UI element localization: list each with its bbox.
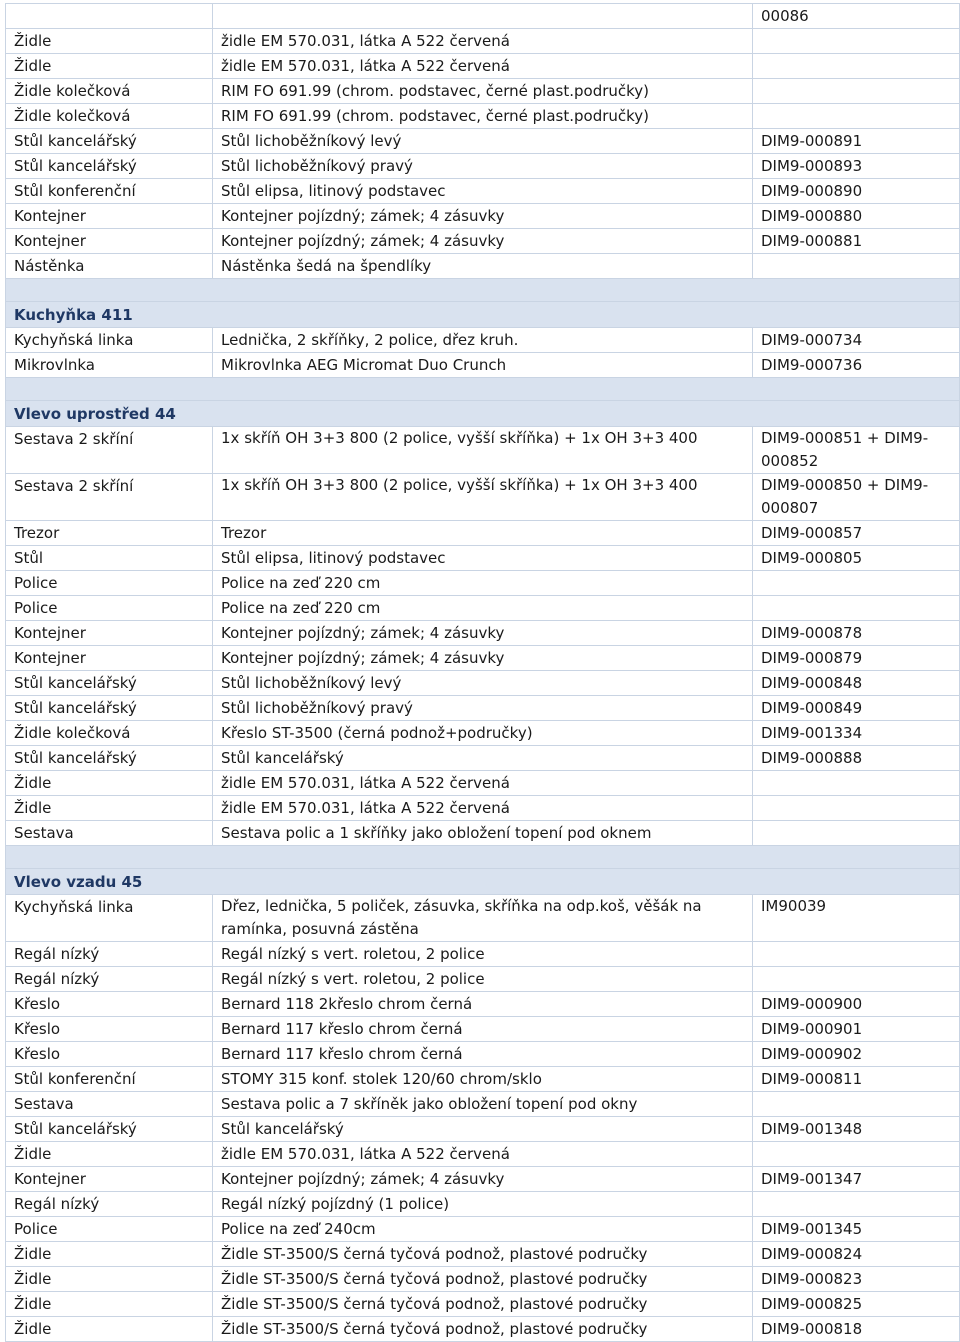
item-description: Stůl lichoběžníkový levý <box>213 671 753 696</box>
section-spacer-cell <box>6 846 960 869</box>
table-row <box>6 129 960 154</box>
item-description: 1x skříň OH 3+3 800 (2 police, vyšší skříňka) + 1x OH 3+3 400 <box>213 427 753 474</box>
item-description: Sestava polic a 1 skříňky jako obložení topení pod oknem <box>213 821 753 846</box>
table-row <box>6 942 960 967</box>
item-code <box>753 254 960 279</box>
item-description: židle EM 570.031, látka A 522 červená <box>213 771 753 796</box>
item-category: Stůl kancelářský <box>6 671 213 696</box>
table-row <box>6 1042 960 1067</box>
item-code <box>753 1192 960 1217</box>
item-category: Stůl konferenční <box>6 1067 213 1092</box>
header-cell-empty <box>213 4 753 29</box>
item-description: Trezor <box>213 521 753 546</box>
item-description: Bernard 117 křeslo chrom černá <box>213 1017 753 1042</box>
item-category: Stůl kancelářský <box>6 1117 213 1142</box>
item-description: Kontejner pojízdný; zámek; 4 zásuvky <box>213 1167 753 1192</box>
section-spacer <box>6 279 960 302</box>
item-category: Židle <box>6 1242 213 1267</box>
item-description: Stůl elipsa, litinový podstavec <box>213 179 753 204</box>
item-description: Bernard 118 2křeslo chrom černá <box>213 992 753 1017</box>
section-title: Kuchyňka 411 <box>6 302 960 328</box>
item-category: Kychyňská linka <box>6 895 213 942</box>
item-category: Židle kolečková <box>6 721 213 746</box>
item-category: Křeslo <box>6 1017 213 1042</box>
item-code <box>753 796 960 821</box>
item-code: DIM9-000848 <box>753 671 960 696</box>
item-category: Kontejner <box>6 204 213 229</box>
item-code: DIM9-000734 <box>753 328 960 353</box>
section-spacer <box>6 378 960 401</box>
item-code: DIM9-001348 <box>753 1117 960 1142</box>
table-row <box>6 571 960 596</box>
table-row <box>6 621 960 646</box>
item-description: RIM FO 691.99 (chrom. podstavec, černé plast.područky) <box>213 104 753 129</box>
section-title: Vlevo uprostřed 44 <box>6 401 960 427</box>
table-row <box>6 1067 960 1092</box>
item-code: DIM9-000825 <box>753 1292 960 1317</box>
item-category: Police <box>6 596 213 621</box>
item-category: Sestava <box>6 821 213 846</box>
item-category: Kontejner <box>6 1167 213 1192</box>
table-row <box>6 1267 960 1292</box>
item-category: Židle kolečková <box>6 79 213 104</box>
item-description: židle EM 570.031, látka A 522 červená <box>213 1142 753 1167</box>
table-row <box>6 1167 960 1192</box>
item-description: Stůl kancelářský <box>213 746 753 771</box>
item-description: 1x skříň OH 3+3 800 (2 police, vyšší skříňka) + 1x OH 3+3 400 <box>213 474 753 521</box>
table-row <box>6 1092 960 1117</box>
item-description: Bernard 117 křeslo chrom černá <box>213 1042 753 1067</box>
item-category: Křeslo <box>6 1042 213 1067</box>
table-row <box>6 1117 960 1142</box>
table-row <box>6 671 960 696</box>
table-row <box>6 474 960 521</box>
table-row <box>6 79 960 104</box>
table-row <box>6 353 960 378</box>
item-code <box>753 1142 960 1167</box>
item-code: DIM9-000736 <box>753 353 960 378</box>
item-description: Kontejner pojízdný; zámek; 4 zásuvky <box>213 229 753 254</box>
table-row <box>6 746 960 771</box>
item-category: Židle <box>6 1142 213 1167</box>
item-description: RIM FO 691.99 (chrom. podstavec, černé plast.područky) <box>213 79 753 104</box>
item-category: Sestava 2 skříní <box>6 427 213 474</box>
item-description: Police na zeď 220 cm <box>213 571 753 596</box>
item-category: Regál nízký <box>6 967 213 992</box>
table-row <box>6 1192 960 1217</box>
item-description: Kontejner pojízdný; zámek; 4 zásuvky <box>213 646 753 671</box>
inventory-body <box>6 4 960 1342</box>
table-row <box>6 254 960 279</box>
header-cell-empty <box>6 4 213 29</box>
table-row <box>6 895 960 942</box>
item-code <box>753 942 960 967</box>
item-code: DIM9-000824 <box>753 1242 960 1267</box>
item-code: DIM9-000880 <box>753 204 960 229</box>
item-code: DIM9-000805 <box>753 546 960 571</box>
item-category: Mikrovlnka <box>6 353 213 378</box>
header-row <box>6 4 960 29</box>
item-code: DIM9-000850 + DIM9-000807 <box>753 474 960 521</box>
item-category: Regál nízký <box>6 1192 213 1217</box>
item-code: IM90039 <box>753 895 960 942</box>
item-code <box>753 1092 960 1117</box>
table-row <box>6 1242 960 1267</box>
item-code: DIM9-000900 <box>753 992 960 1017</box>
item-code: DIM9-001345 <box>753 1217 960 1242</box>
item-code: DIM9-000818 <box>753 1317 960 1342</box>
item-category: Police <box>6 1217 213 1242</box>
item-description: Židle ST-3500/S černá tyčová podnož, plastové područky <box>213 1267 753 1292</box>
table-row <box>6 646 960 671</box>
item-description: Dřez, lednička, 5 poliček, zásuvka, skříňka na odp.koš, věšák na ramínka, posuvná zástěna <box>213 895 753 942</box>
table-row <box>6 821 960 846</box>
item-category: Sestava 2 skříní <box>6 474 213 521</box>
item-description: Mikrovlnka AEG Micromat Duo Crunch <box>213 353 753 378</box>
item-code <box>753 771 960 796</box>
table-row <box>6 796 960 821</box>
item-description: STOMY 315 konf. stolek 120/60 chrom/sklo <box>213 1067 753 1092</box>
item-category: Židle <box>6 29 213 54</box>
item-description: Stůl lichoběžníkový pravý <box>213 154 753 179</box>
table-row <box>6 521 960 546</box>
section-spacer <box>6 846 960 869</box>
item-code: DIM9-000849 <box>753 696 960 721</box>
item-category: Kontejner <box>6 229 213 254</box>
item-code <box>753 596 960 621</box>
section-spacer-cell <box>6 279 960 302</box>
item-description: Regál nízký pojízdný (1 police) <box>213 1192 753 1217</box>
table-row <box>6 29 960 54</box>
item-code: DIM9-000902 <box>753 1042 960 1067</box>
item-description: židle EM 570.031, látka A 522 červená <box>213 796 753 821</box>
item-category: Stůl kancelářský <box>6 696 213 721</box>
table-row <box>6 328 960 353</box>
item-description: Stůl lichoběžníkový pravý <box>213 696 753 721</box>
item-category: Stůl konferenční <box>6 179 213 204</box>
item-description: Židle ST-3500/S černá tyčová podnož, plastové područky <box>213 1292 753 1317</box>
item-description: Kontejner pojízdný; zámek; 4 zásuvky <box>213 621 753 646</box>
item-category: Nástěnka <box>6 254 213 279</box>
item-description: Regál nízký s vert. roletou, 2 police <box>213 967 753 992</box>
item-category: Stůl <box>6 546 213 571</box>
item-code <box>753 54 960 79</box>
item-code: DIM9-001347 <box>753 1167 960 1192</box>
table-row <box>6 427 960 474</box>
item-category: Kontejner <box>6 621 213 646</box>
item-category: Židle <box>6 796 213 821</box>
item-description: Police na zeď 220 cm <box>213 596 753 621</box>
section-heading-row <box>6 869 960 895</box>
item-code: DIM9-000823 <box>753 1267 960 1292</box>
item-description: Židle ST-3500/S černá tyčová podnož, plastové područky <box>213 1242 753 1267</box>
table-row <box>6 104 960 129</box>
item-category: Židle <box>6 771 213 796</box>
item-category: Stůl kancelářský <box>6 129 213 154</box>
table-row <box>6 54 960 79</box>
item-description: židle EM 570.031, látka A 522 červená <box>213 29 753 54</box>
table-row <box>6 1317 960 1342</box>
table-row <box>6 967 960 992</box>
table-row <box>6 1017 960 1042</box>
item-description: Křeslo ST-3500 (černá podnož+područky) <box>213 721 753 746</box>
item-category: Židle <box>6 1267 213 1292</box>
table-row <box>6 992 960 1017</box>
item-code <box>753 104 960 129</box>
item-category: Police <box>6 571 213 596</box>
table-row <box>6 546 960 571</box>
item-code: DIM9-000891 <box>753 129 960 154</box>
item-category: Židle <box>6 54 213 79</box>
item-code: DIM9-000890 <box>753 179 960 204</box>
item-description: židle EM 570.031, látka A 522 červená <box>213 54 753 79</box>
section-heading-row <box>6 302 960 328</box>
table-row <box>6 721 960 746</box>
table-row <box>6 771 960 796</box>
table-row <box>6 204 960 229</box>
item-code: DIM9-000811 <box>753 1067 960 1092</box>
item-code <box>753 821 960 846</box>
item-code <box>753 967 960 992</box>
table-row <box>6 1142 960 1167</box>
item-code: DIM9-000881 <box>753 229 960 254</box>
item-category: Trezor <box>6 521 213 546</box>
inventory-table <box>5 3 960 1342</box>
table-row <box>6 1217 960 1242</box>
item-description: Stůl elipsa, litinový podstavec <box>213 546 753 571</box>
item-category: Křeslo <box>6 992 213 1017</box>
item-code <box>753 29 960 54</box>
item-category: Židle <box>6 1292 213 1317</box>
item-category: Kychyňská linka <box>6 328 213 353</box>
item-category: Sestava <box>6 1092 213 1117</box>
item-description: Police na zeď 240cm <box>213 1217 753 1242</box>
item-code: DIM9-001334 <box>753 721 960 746</box>
item-category: Židle kolečková <box>6 104 213 129</box>
item-description: Stůl kancelářský <box>213 1117 753 1142</box>
item-description: Stůl lichoběžníkový levý <box>213 129 753 154</box>
table-row <box>6 229 960 254</box>
section-spacer-cell <box>6 378 960 401</box>
item-code: DIM9-000857 <box>753 521 960 546</box>
item-description: Lednička, 2 skříňky, 2 police, dřez kruh. <box>213 328 753 353</box>
table-row <box>6 1292 960 1317</box>
section-title: Vlevo vzadu 45 <box>6 869 960 895</box>
item-code: DIM9-000879 <box>753 646 960 671</box>
item-description: Regál nízký s vert. roletou, 2 police <box>213 942 753 967</box>
item-category: Stůl kancelářský <box>6 154 213 179</box>
item-category: Regál nízký <box>6 942 213 967</box>
section-heading-row <box>6 401 960 427</box>
item-code: DIM9-000901 <box>753 1017 960 1042</box>
table-row <box>6 596 960 621</box>
item-category: Židle <box>6 1317 213 1342</box>
table-row <box>6 179 960 204</box>
item-code: DIM9-000851 + DIM9-000852 <box>753 427 960 474</box>
table-row <box>6 154 960 179</box>
item-description: Židle ST-3500/S černá tyčová podnož, plastové područky <box>213 1317 753 1342</box>
item-description: Nástěnka šedá na špendlíky <box>213 254 753 279</box>
item-code: DIM9-000888 <box>753 746 960 771</box>
item-description: Kontejner pojízdný; zámek; 4 zásuvky <box>213 204 753 229</box>
item-code <box>753 79 960 104</box>
item-category: Kontejner <box>6 646 213 671</box>
header-code: 00086 <box>753 4 960 29</box>
item-code: DIM9-000893 <box>753 154 960 179</box>
item-category: Stůl kancelářský <box>6 746 213 771</box>
table-row <box>6 696 960 721</box>
item-description: Sestava polic a 7 skříněk jako obložení topení pod okny <box>213 1092 753 1117</box>
item-code: DIM9-000878 <box>753 621 960 646</box>
item-code <box>753 571 960 596</box>
